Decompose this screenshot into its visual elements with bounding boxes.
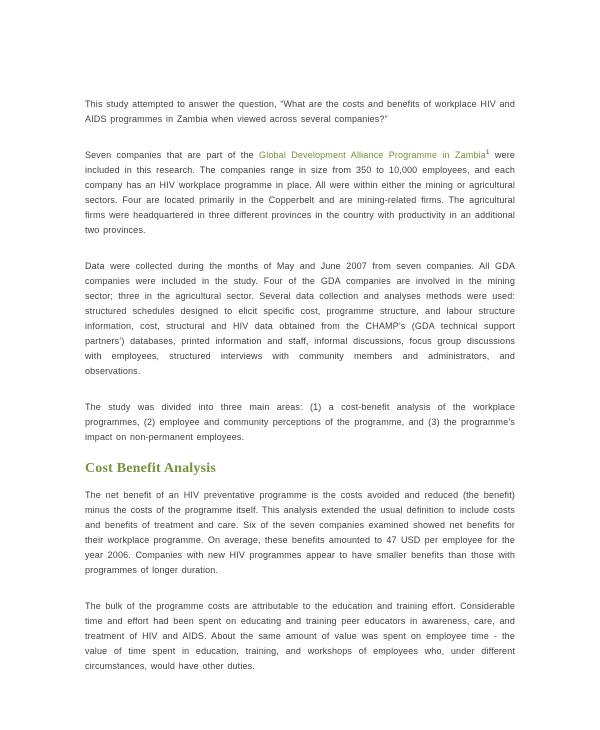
paragraph-data-collection: Data were collected during the months of May and June 2007 from seven companies. All GDA companies were included in the study. Four of the GDA companies are involved in the mining sector; three in the agricultural sector. Several data collection and analyses methods were used: structured schedules designed to elicit specific cost, programme structure, and labour structure information, cost, structural and HIV data obtained from the CHAMP’s (GDA technical support partners’) databases, printed information and staff, informal discussions, focus group discussions with employees, structured interviews with community members and administrators, and observations.: [85, 261, 515, 376]
p2-text-after: were included in this research. The companies range in size from 350 to 10,000 employees, and each company has an HIV workplace programme in place. All were within either the mining or agricultural sectors. Four are located primarily in the Copperbelt and are mining-related firms. The agricultural firms were headquartered in three different provinces in the country with productivity in an additional two provinces.: [85, 150, 515, 235]
paragraph-programme-costs: The bulk of the programme costs are attributable to the education and training effort. Considerable time and effort had been spent on educating and training peer educators in awareness, care, and treatment of HIV and AIDS. About the same amount of value was spent on employee time - the value of time spent in education, training, and workshops of employees who, under different circumstances, would have other duties.: [85, 601, 515, 671]
section-heading-cost-benefit-analysis: Cost Benefit Analysis: [85, 461, 216, 476]
paragraph-study-areas: The study was divided into three main areas: (1) a cost-benefit analysis of the workplace programmes, (2) employee and community perceptions of the programme, and (3) the programme’s impact on non-permanent employees.: [85, 402, 515, 442]
footnote-marker-1: 1: [485, 149, 490, 156]
p2-text-before: Seven companies that are part of the: [85, 150, 260, 160]
paragraph-seven-companies: [85, 148, 515, 238]
paragraph-net-benefit: The net benefit of an HIV preventative programme is the costs avoided and reduced (the benefit) minus the costs of the programme itself. This analysis extended the usual definition to include costs and benefits of treatment and care. Six of the seven companies examined showed net benefits for their workplace programme. On average, these benefits amounted to 47 USD per employee for the year 2006. Companies with new HIV programmes appear to have smaller benefits than those with programmes of longer duration.: [85, 490, 515, 575]
gda-programme-phrase: Global Development Alliance Programme in Zambia: [259, 150, 486, 160]
paragraph-study-question: This study attempted to answer the question, “What are the costs and benefits of workplace HIV and AIDS programmes in Zambia when viewed across several companies?”: [85, 99, 515, 124]
